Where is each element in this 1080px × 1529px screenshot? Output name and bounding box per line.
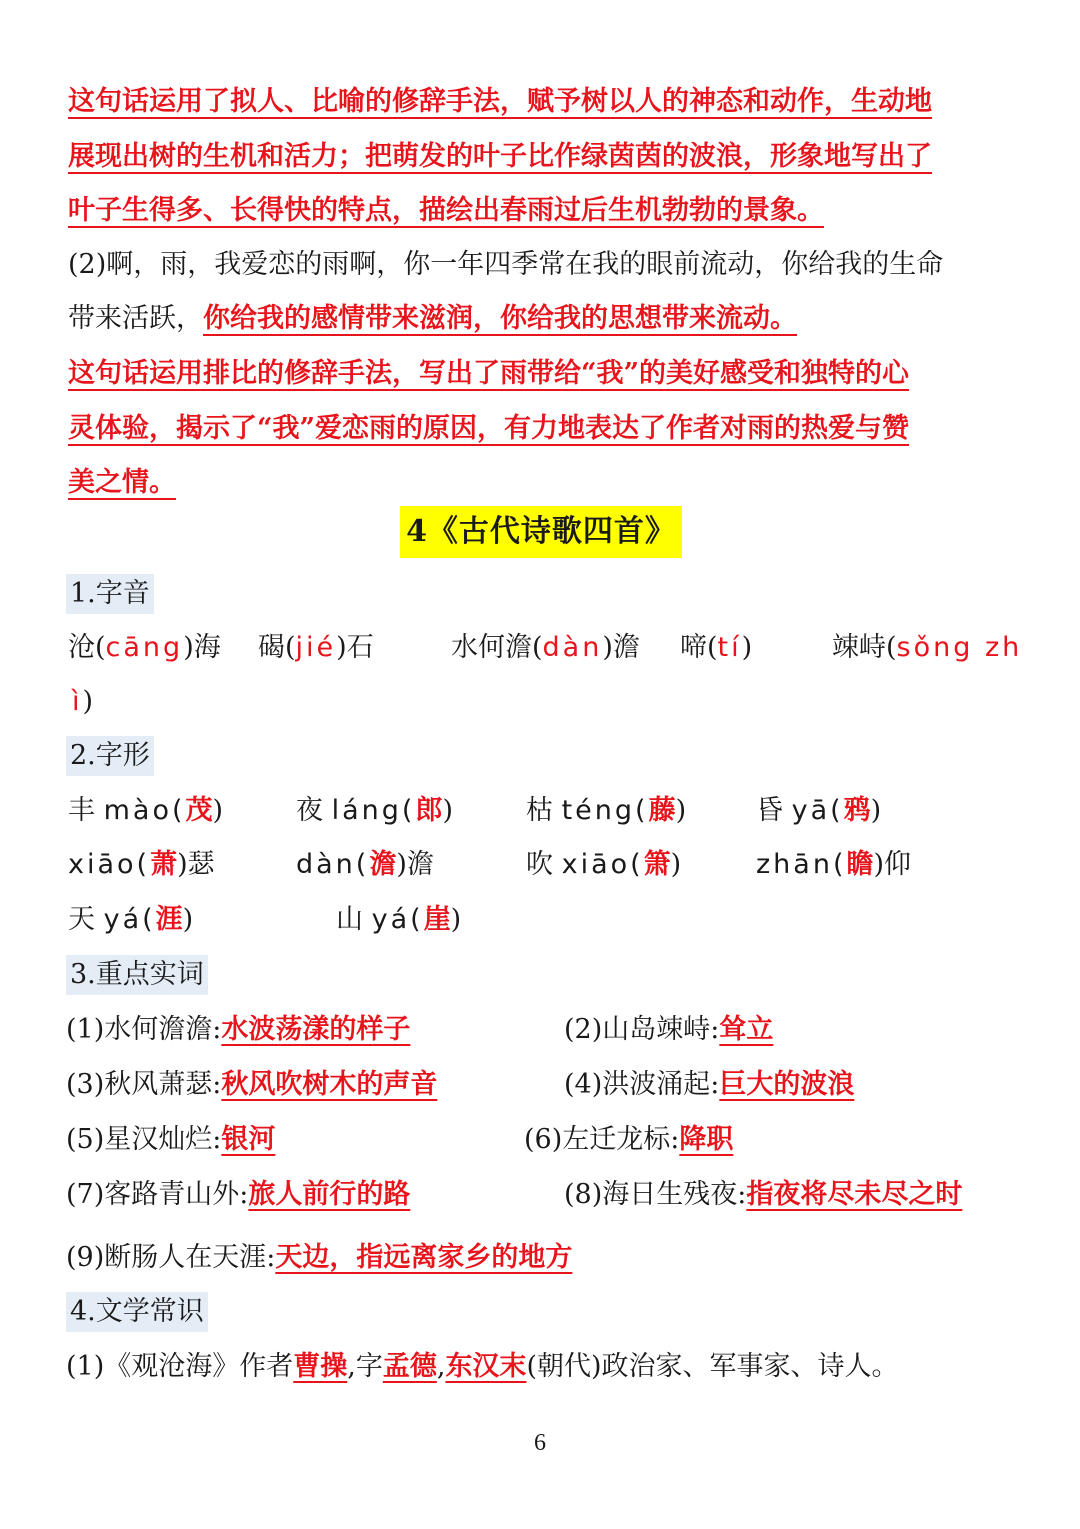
glyph-item — [68, 845, 215, 885]
key-word-answer: 降职 — [679, 1124, 734, 1155]
word-text: 枯 — [526, 795, 562, 826]
analysis2-line-2: 灵体验，揭示了“我”爱恋雨的原因，有力地表达了作者对雨的热爱与赞 — [68, 413, 910, 444]
pinyin: yá( — [371, 904, 424, 935]
pinyin-answer: tí — [717, 632, 742, 663]
analysis-line-3: 叶子生得多、长得快的特点，描绘出春雨过后生机勃勃的景象。 — [68, 195, 824, 226]
analysis-line-1: 这句话运用了拟人、比喻的修辞手法，赋予树以人的神态和动作，生动地 — [68, 86, 932, 117]
word-text: 吹 — [526, 849, 562, 880]
character-answer: 崖 — [423, 904, 451, 935]
key-word-answer: 秋风吹树木的声音 — [221, 1069, 438, 1100]
literature-text: ,字 — [347, 1351, 383, 1382]
glyph-item — [68, 791, 223, 831]
key-word-question: (9)断肠人在天涯: — [66, 1242, 276, 1273]
key-word-item — [564, 1065, 854, 1105]
character-answer: 郎 — [415, 795, 443, 826]
analysis-line-2: 展现出树的生机和活力；把萌发的叶子比作绿茵茵的波浪，形象地写出了 — [68, 141, 932, 172]
glyph-item — [296, 845, 434, 885]
pinyin-answer: jié — [295, 632, 337, 663]
key-word-question: (7)客路青山外: — [66, 1179, 249, 1210]
key-word-answer: 银河 — [221, 1124, 276, 1155]
glyph-item — [296, 791, 453, 831]
word-text: 天 — [68, 904, 104, 935]
word-text: ) — [182, 904, 194, 935]
key-word-answer: 耸立 — [719, 1014, 774, 1045]
key-word-question: (5)星汉灿烂: — [66, 1124, 222, 1155]
word-text: ) — [450, 904, 462, 935]
key-word-answer: 指夜将尽未尽之时 — [746, 1179, 963, 1210]
section-heading-pronunciation: 1.字音 — [66, 574, 154, 614]
word-text: )澹 — [602, 632, 640, 663]
page-number: 6 — [534, 1430, 546, 1456]
pronunciation-item — [680, 628, 752, 668]
glyph-item — [526, 791, 686, 831]
character-answer: 鸦 — [843, 795, 871, 826]
character-answer: 澹 — [369, 849, 397, 880]
section-heading-glyph: 2.字形 — [66, 736, 154, 776]
key-word-question: (1)水何澹澹: — [66, 1014, 222, 1045]
section-heading-literature: 4.文学常识 — [66, 1292, 208, 1332]
analysis2-line-3: 美之情。 — [68, 467, 176, 498]
word-text: 竦峙( — [832, 632, 897, 663]
pinyin-answer: cāng — [105, 632, 184, 663]
key-word-question: (2)山岛竦峙: — [564, 1014, 720, 1045]
pinyin: mào( — [103, 795, 186, 826]
character-answer: 萧 — [150, 849, 178, 880]
word-text: ) — [82, 686, 94, 717]
word-text: )海 — [183, 632, 221, 663]
pinyin: xiāo( — [68, 849, 151, 880]
key-word-answer: 水波荡漾的样子 — [221, 1014, 411, 1045]
pronunciation-item — [258, 628, 374, 668]
pinyin: dàn( — [296, 849, 370, 880]
pinyin-answer: sǒng zh — [896, 632, 1023, 663]
pinyin: zhān( — [756, 849, 847, 880]
literature-text: , — [436, 1351, 446, 1382]
word-text: 丰 — [68, 795, 104, 826]
word-text: ) — [212, 795, 224, 826]
word-text: ) — [870, 795, 882, 826]
word-text: 碣( — [258, 632, 296, 663]
word-text: 夜 — [296, 795, 332, 826]
key-word-item — [66, 1175, 410, 1215]
pronunciation-item-wrap — [72, 682, 93, 722]
lesson-title: 4《古代诗歌四首》 — [400, 506, 682, 558]
pronunciation-item — [832, 628, 1022, 668]
literature-text: (朝代)政治家、军事家、诗人。 — [526, 1351, 899, 1382]
pinyin-answer: dàn — [542, 632, 603, 663]
glyph-item — [68, 900, 193, 940]
word-text: 啼( — [680, 632, 718, 663]
author-answer: 曹操 — [293, 1351, 348, 1382]
word-text: 沧( — [68, 632, 106, 663]
glyph-item — [756, 845, 911, 885]
quote-line-2-black: 带来活跃， — [68, 303, 203, 334]
quote-line-1: (2)啊，雨，我爱恋的雨啊，你一年四季常在我的眼前流动，你给我的生命 — [68, 249, 944, 280]
word-text: ) — [670, 849, 682, 880]
word-text: 昏 — [756, 795, 792, 826]
character-answer: 涯 — [155, 904, 183, 935]
word-text: )瑟 — [177, 849, 215, 880]
analysis2-line-1: 这句话运用排比的修辞手法，写出了雨带给“我”的美好感受和独特的心 — [68, 358, 910, 389]
courtesy-name-answer: 孟德 — [382, 1351, 437, 1382]
key-word-question: (6)左迁龙标: — [524, 1124, 680, 1155]
key-word-question: (8)海日生残夜: — [564, 1179, 747, 1210]
glyph-item — [526, 845, 681, 885]
word-text: )仰 — [873, 849, 912, 880]
key-word-question: (4)洪波涌起: — [564, 1069, 720, 1100]
key-word-answer: 巨大的波浪 — [719, 1069, 855, 1100]
word-text: )石 — [336, 632, 374, 663]
word-text: ) — [442, 795, 453, 826]
key-word-item — [66, 1238, 572, 1278]
pinyin: yā( — [791, 795, 844, 826]
character-answer: 藤 — [648, 795, 676, 826]
key-word-item — [66, 1065, 437, 1105]
literature-text: (1)《观沧海》作者 — [66, 1351, 294, 1382]
pronunciation-item — [451, 628, 640, 668]
character-answer: 箫 — [643, 849, 671, 880]
quote-line-2-red: 你给我的感情带来滋润，你给我的思想带来流动。 — [203, 303, 797, 334]
word-text: ) — [741, 632, 753, 663]
key-word-item — [564, 1175, 962, 1215]
character-answer: 茂 — [185, 795, 213, 826]
key-word-item — [66, 1010, 410, 1050]
word-text: 山 — [336, 904, 372, 935]
key-word-answer: 旅人前行的路 — [248, 1179, 411, 1210]
character-answer: 瞻 — [846, 849, 874, 880]
word-text: )澹 — [396, 849, 434, 880]
pinyin: láng( — [331, 795, 416, 826]
key-word-item — [524, 1120, 733, 1160]
quote-line-2 — [68, 299, 1018, 343]
dynasty-answer: 东汉末 — [445, 1351, 527, 1382]
word-text: ) — [675, 795, 687, 826]
glyph-item — [756, 791, 881, 831]
pinyin: xiāo( — [561, 849, 644, 880]
pinyin: yá( — [103, 904, 156, 935]
literature-item — [66, 1347, 899, 1387]
key-word-question: (3)秋风萧瑟: — [66, 1069, 222, 1100]
key-word-item — [564, 1010, 773, 1050]
pinyin: téng( — [561, 795, 649, 826]
pinyin-answer: ì — [72, 686, 83, 717]
key-word-answer: 天边，指远离家乡的地方 — [275, 1242, 573, 1273]
key-word-item — [66, 1120, 275, 1160]
word-text: 水何澹( — [451, 632, 543, 663]
pronunciation-item — [68, 628, 221, 668]
glyph-item — [336, 900, 461, 940]
section-heading-key-words: 3.重点实词 — [66, 955, 208, 995]
